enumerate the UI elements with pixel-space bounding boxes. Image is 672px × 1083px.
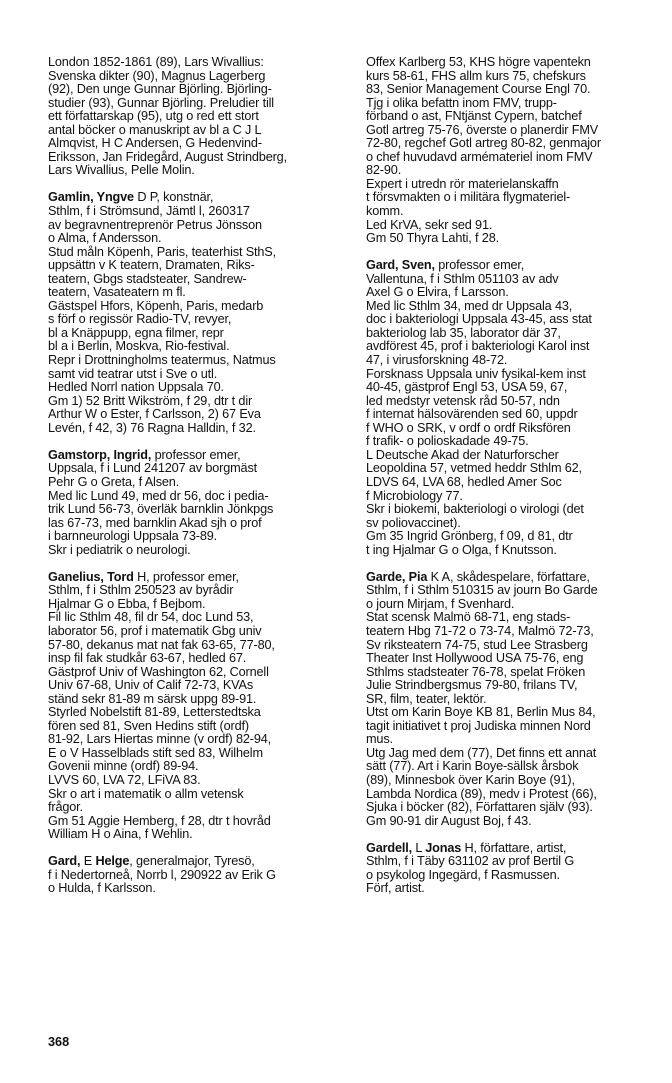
entry-line: t försvmakten o i militära flygmateriel-	[366, 190, 571, 205]
left-column	[48, 56, 350, 896]
entry-line: Gotl artreg 75-76, överste o planerdir FMV	[366, 122, 599, 137]
entry-line: Styrled Nobelstift 81-89, Letterstedtska	[48, 705, 261, 720]
entry-gap	[48, 435, 350, 449]
entry-line: Gm 51 Aggie Hemberg, f 28, dtr t hovråd	[48, 813, 271, 828]
entry-name: Gard, Sven,	[366, 258, 435, 273]
entry-line: Repr i Drottningholms teatermus, Natmus	[48, 353, 276, 368]
entry-heading-text: K A, skådespelare, författare,	[427, 569, 590, 584]
page-number: 368	[48, 1035, 70, 1049]
entry-ganelius-tord	[48, 571, 350, 842]
entry-line: Lars Wivallius, Pelle Molin.	[48, 163, 195, 178]
entry-line: Sjuka i böcker (82), Författaren själv (93).	[366, 800, 593, 815]
entry-line: bl a i Berlin, Moskva, Rio-festival.	[48, 339, 230, 354]
entry-line: Led KrVA, sekr sed 91.	[366, 217, 493, 232]
entry-line: trik Lund 56-73, överläk barnklin Jönkpgs	[48, 502, 274, 517]
entry-line: Förf, artist.	[366, 881, 425, 896]
entry-line: teatern Hbg 71-72 o 73-74, Malmö 72-73,	[366, 623, 594, 638]
entry-line: L Deutsche Akad der Naturforscher	[366, 447, 559, 462]
entry-line: Utst om Karin Boye KB 81, Berlin Mus 84,	[366, 705, 596, 720]
entry-line: f internat hälsovärenden sed 60, uppdr	[366, 407, 578, 422]
entry-line: bl a Knäppupp, egna filmer, repr	[48, 325, 224, 340]
entry-heading-text: H, författare, artist,	[461, 840, 567, 855]
entry-line: Axel G o Elvira, f Larsson.	[366, 285, 509, 300]
entry-line: Almqvist, H C Andersen, G Hedenvind-	[48, 136, 262, 151]
entry-heading-line	[366, 842, 666, 856]
entry-line: Univ 67-68, Univ of Calif 72-73, KVAs	[48, 678, 254, 693]
entry-gamstorp-ingrid	[48, 449, 350, 557]
entry-line: tagit initiativet t proj Judiska minnen Nord	[366, 718, 591, 733]
entry-heading-line	[366, 571, 666, 585]
entry-heading-text: E	[80, 854, 96, 869]
entry-line: Gm 90-91 dir August Boj, f 43.	[366, 813, 532, 828]
entry-line: o journ Mirjam, f Svenhard.	[366, 596, 515, 611]
entry-line: avdförest 45, prof i bakteriologi Karol inst	[366, 339, 590, 354]
entry-line: Govenii minne (ordf) 89-94.	[48, 759, 199, 774]
entry-line: antal böcker o manuskript av bl a C J L	[48, 122, 262, 137]
entry-line: fören sed 81, Sven Hedins stift (ordf)	[48, 718, 249, 733]
entry-line: av begravnentreprenör Petrus Jönsson	[48, 217, 262, 232]
entry-line: William H o Aina, f Wehlin.	[48, 827, 193, 842]
entry-line: f trafik- o polioskadade 49-75.	[366, 434, 529, 449]
entry-line: Hedled Norrl nation Uppsala 70.	[48, 380, 224, 395]
entry-heading-line	[48, 855, 350, 869]
entry-line: 82-90.	[366, 163, 402, 178]
entry-line: Skr o art i matematik o allm vetensk	[48, 786, 244, 801]
entry-line: Theater Inst Hollywood USA 75-76, eng	[366, 651, 584, 666]
entry-line: doc i bakteriologi Uppsala 43-45, ass stat	[366, 312, 592, 327]
entry-garde-pia	[366, 571, 666, 828]
entry-name: Gamlin, Yngve	[48, 190, 134, 205]
entry-line: London 1852-1861 (89), Lars Wivallius:	[48, 55, 264, 69]
entry-line: sv poliovaccinet).	[366, 515, 461, 530]
entry-line: Arthur W o Ester, f Carlsson, 2) 67 Eva	[48, 407, 261, 422]
entry-line: f WHO o SRK, v ordf o ordf Riksfören	[366, 420, 571, 435]
entry-name: Gamstorp, Ingrid,	[48, 447, 152, 462]
entry-line: f Microbiology 77.	[366, 488, 463, 503]
entry-line: kurs 58-61, FHS allm kurs 75, chefskurs	[366, 68, 586, 83]
entry-heading-line	[48, 449, 350, 463]
entry-line: Stat scensk Malmö 68-71, eng stads-	[366, 610, 571, 625]
entry-line: 57-80, dekanus mat nat fak 63-65, 77-80,	[48, 637, 275, 652]
entry-line: o Hulda, f Karlsson.	[48, 881, 156, 896]
entry-line: Eriksson, Jan Fridegård, August Strindberg,	[48, 149, 287, 164]
entry-line: (92), Den unge Gunnar Björling. Björling-	[48, 82, 272, 97]
entry-line: frågor.	[48, 800, 83, 815]
entry-line: SR, film, teater, lektör.	[366, 691, 487, 706]
entry-line: o Alma, f Andersson.	[48, 231, 162, 246]
entry-line: Pehr G o Greta, f Alsen.	[48, 474, 180, 489]
entry-gap	[366, 557, 666, 571]
entry-line: Utg Jag med dem (77), Det finns ett annat	[366, 745, 597, 760]
entry-gard-helge-cont	[366, 56, 666, 246]
entry-line: 40-45, gästprof Engl 53, USA 59, 67,	[366, 380, 568, 395]
entry-line: ständ sekr 81-89 m särsk uppg 89-91.	[48, 691, 257, 706]
entry-gap	[48, 842, 350, 856]
entry-line: Hjalmar G o Ebba, f Bejbom.	[48, 596, 206, 611]
entry-gamlin-yngve	[48, 191, 350, 435]
entry-line: 81-92, Lars Hiertas minne (v ordf) 82-94,	[48, 732, 272, 747]
entry-line: bakteriolog lab 35, laborator där 37,	[366, 325, 561, 340]
entry-line: sätt (77). Art i Karin Boye-sällsk årsbok	[366, 759, 579, 774]
entry-line: led medstyr vetensk råd 50-57, ndn	[366, 393, 560, 408]
entry-line: teatern, Gbgs stadsteater, Sandrew-	[48, 271, 247, 286]
entry-line: Gm 35 Ingrid Grönberg, f 09, d 81, dtr	[366, 529, 573, 544]
entry-line: Offex Karlberg 53, KHS högre vapentekn	[366, 55, 591, 69]
entry-gap	[366, 246, 666, 260]
entry-line: f i Nedertorneå, Norrb l, 290922 av Erik G	[48, 867, 276, 882]
entry-heading-text: D P, konstnär,	[133, 190, 214, 205]
right-column	[366, 56, 666, 896]
entry-heading-line	[366, 259, 666, 273]
entry-line: Vallentuna, f i Sthlm 051103 av adv	[366, 271, 559, 286]
entry-heading-line	[48, 191, 350, 205]
entry-line: E o V Hasselblads stift sed 83, Wilhelm	[48, 745, 263, 760]
entry-gap	[366, 828, 666, 842]
entry-line: Gm 50 Thyra Lahti, f 28.	[366, 231, 499, 246]
entry-heading-line	[48, 571, 350, 585]
entry-line: LVVS 60, LVA 72, LFiVA 83.	[48, 772, 201, 787]
entry-line: i barnneurologi Uppsala 73-89.	[48, 529, 218, 544]
entry-line: 83, Senior Management Course Engl 70.	[366, 82, 591, 97]
entry-name: Jonas	[425, 840, 462, 855]
entry-line: LDVS 64, LVA 68, hedled Amer Soc	[366, 474, 562, 489]
entry-name: Garde, Pia	[366, 569, 428, 584]
entry-line: samt vid teatrar utst i Sve o utl.	[48, 366, 218, 381]
entry-line: Sthlms stadsteater 76-78, spelat Fröken	[366, 664, 586, 679]
entry-line: Levén, f 42, 3) 76 Ragna Halldin, f 32.	[48, 420, 256, 435]
entry-line: Svenska dikter (90), Magnus Lagerberg	[48, 68, 266, 83]
entry-line: Sthlm, f i Täby 631102 av prof Bertil G	[366, 854, 575, 869]
entry-line: Uppsala, f i Lund 241207 av borgmäst	[48, 461, 258, 476]
entry-line: Gästspel Hfors, Köpenh, Paris, medarb	[48, 298, 264, 313]
entry-line: teatern, Vasateatern m fl.	[48, 285, 186, 300]
entry-line: ett författarskap (95), utg o red ett stort	[48, 109, 259, 124]
entry-line: laborator 56, prof i matematik Gbg univ	[48, 623, 262, 638]
entry-name: Gard,	[48, 854, 81, 869]
entry-line: förband o ast, FNtjänst Cypern, batchef	[366, 109, 582, 124]
entry-gardell-jonas	[366, 842, 666, 896]
entry-line: o psykolog Ingegärd, f Rasmussen.	[366, 867, 560, 882]
entry-gard-sven	[366, 259, 666, 557]
entry-heading-text: H, professor emer,	[133, 569, 239, 584]
entry-line: Lambda Nordica (89), medv i Protest (66),	[366, 786, 597, 801]
entry-line: Skr i pediatrik o neurologi.	[48, 542, 191, 557]
entry-line: Med lic Sthlm 34, med dr Uppsala 43,	[366, 298, 573, 313]
entry-line: s förf o regissör Radio-TV, revyer,	[48, 312, 232, 327]
entry-line: Julie Strindbergsmus 79-80, frilans TV,	[366, 678, 578, 693]
entry-line: Leopoldina 57, vetmed heddr Sthlm 62,	[366, 461, 582, 476]
entry-line: Gm 1) 52 Britt Wikström, f 29, dtr t dir	[48, 393, 253, 408]
entry-line: Skr i biokemi, bakteriologi o virologi (det	[366, 502, 584, 517]
entry-line: Sthlm, f i Sthlm 250523 av byrådir	[48, 583, 234, 598]
entry-heading-text: professor emer,	[434, 258, 525, 273]
entry-line: insp fil fak studkår 63-67, hedled 67.	[48, 651, 247, 666]
entry-line: 72-80, regchef Gotl artreg 80-82, genmajor	[366, 136, 601, 151]
entry-name: Ganelius, Tord	[48, 569, 134, 584]
entry-line: Sthlm, f i Strömsund, Jämtl l, 260317	[48, 204, 250, 219]
entry-gap	[48, 178, 350, 192]
entry-line: 47, i virusforskning 48-72.	[366, 353, 508, 368]
entry-gap	[48, 557, 350, 571]
entry-line: mus.	[366, 732, 393, 747]
entry-line: Med lic Lund 49, med dr 56, doc i pedia-	[48, 488, 269, 503]
entry-heading-text: L	[412, 840, 426, 855]
entry-line: komm.	[366, 204, 404, 219]
entry-heading-text: professor emer,	[151, 447, 241, 462]
entry-name: Gardell,	[366, 840, 413, 855]
entry-line: Gästprof Univ of Washington 62, Cornell	[48, 664, 269, 679]
entry-line: Expert i utredn rör materielanskaffn	[366, 176, 559, 191]
entry-cont-entry	[48, 56, 350, 178]
entry-line: las 67-73, med barnklin Akad sjh o prof	[48, 515, 262, 530]
entry-name: Helge	[95, 854, 130, 869]
entry-line: studier (93), Gunnar Björling. Preludier till	[48, 95, 274, 110]
entry-line: Tjg i olika befattn inom FMV, trupp-	[366, 95, 557, 110]
entry-line: t ing Hjalmar G o Olga, f Knutsson.	[366, 542, 557, 557]
entry-heading-text: , generalmajor, Tyresö,	[129, 854, 255, 869]
entry-line: uppsättn v K teatern, Dramaten, Riks-	[48, 258, 255, 273]
entry-line: Forsknass Uppsala univ fysikal-kem inst	[366, 366, 586, 381]
entry-line: o chef huvudavd armémateriel inom FMV	[366, 149, 593, 164]
entry-line: Sv riksteatern 74-75, stud Lee Strasberg	[366, 637, 588, 652]
entry-line: Stud måln Köpenh, Paris, teaterhist SthS,	[48, 244, 276, 259]
entry-line: Sthlm, f i Sthlm 510315 av journ Bo Garde	[366, 583, 598, 598]
entry-line: (89), Minnesbok över Karin Boye (91),	[366, 772, 575, 787]
entry-gard-helge	[48, 855, 350, 896]
entry-line: Fil lic Sthlm 48, fil dr 54, doc Lund 53,	[48, 610, 254, 625]
